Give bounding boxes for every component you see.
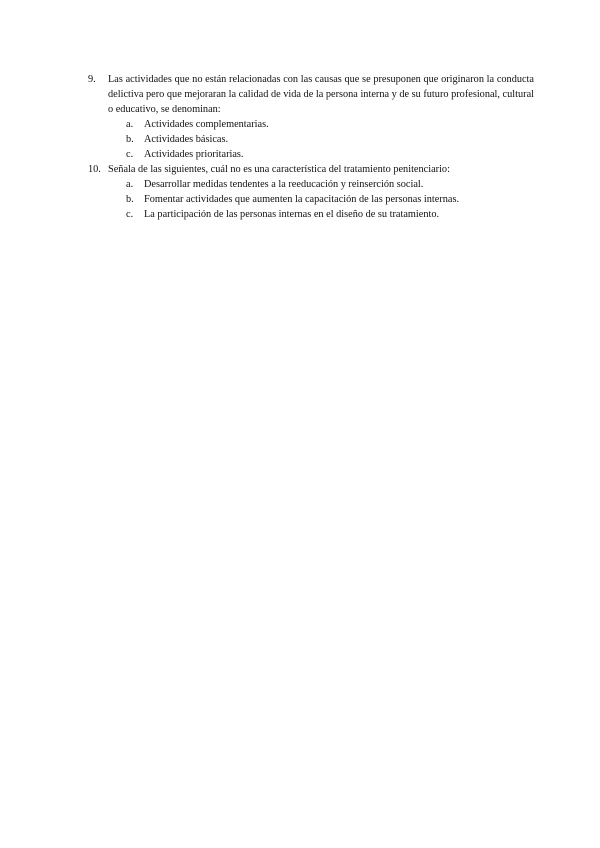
option-letter: a. [126, 119, 134, 130]
option-text: Actividades prioritarias. [144, 149, 244, 160]
question-text: Señala de las siguientes, cuál no es una característica del tratamiento penitenciario: [108, 164, 450, 175]
option-letter: c. [126, 209, 134, 220]
question-number: 9. [88, 74, 96, 85]
option-letter: c. [126, 149, 134, 160]
answer-option-c [88, 207, 534, 222]
answer-options [88, 177, 534, 222]
option-text: Actividades básicas. [144, 134, 229, 145]
option-text: Fomentar actividades que aumenten la capacitación de las personas internas. [144, 194, 460, 205]
answer-options [88, 117, 534, 162]
answer-option-b [88, 192, 534, 207]
option-letter: b. [126, 134, 134, 145]
question-9 [88, 72, 534, 162]
question-10 [88, 162, 534, 222]
answer-option-c [88, 147, 534, 162]
question-text: Las actividades que no están relacionadas con las causas que se presuponen que originaron la conducta delictiva pero que mejoraran la calidad de vida de la persona interna y de su futuro profesional, cultural o educativo, se denominan: [108, 74, 535, 115]
option-text: La participación de las personas internas en el diseño de su tratamiento. [144, 209, 440, 220]
option-text: Desarrollar medidas tendentes a la reeducación y reinserción social. [144, 179, 424, 190]
answer-option-a [88, 177, 534, 192]
question-number: 10. [88, 164, 101, 175]
answer-option-b [88, 132, 534, 147]
answer-option-a [88, 117, 534, 132]
option-letter: a. [126, 179, 134, 190]
option-text: Actividades complementarias. [144, 119, 269, 130]
option-letter: b. [126, 194, 134, 205]
